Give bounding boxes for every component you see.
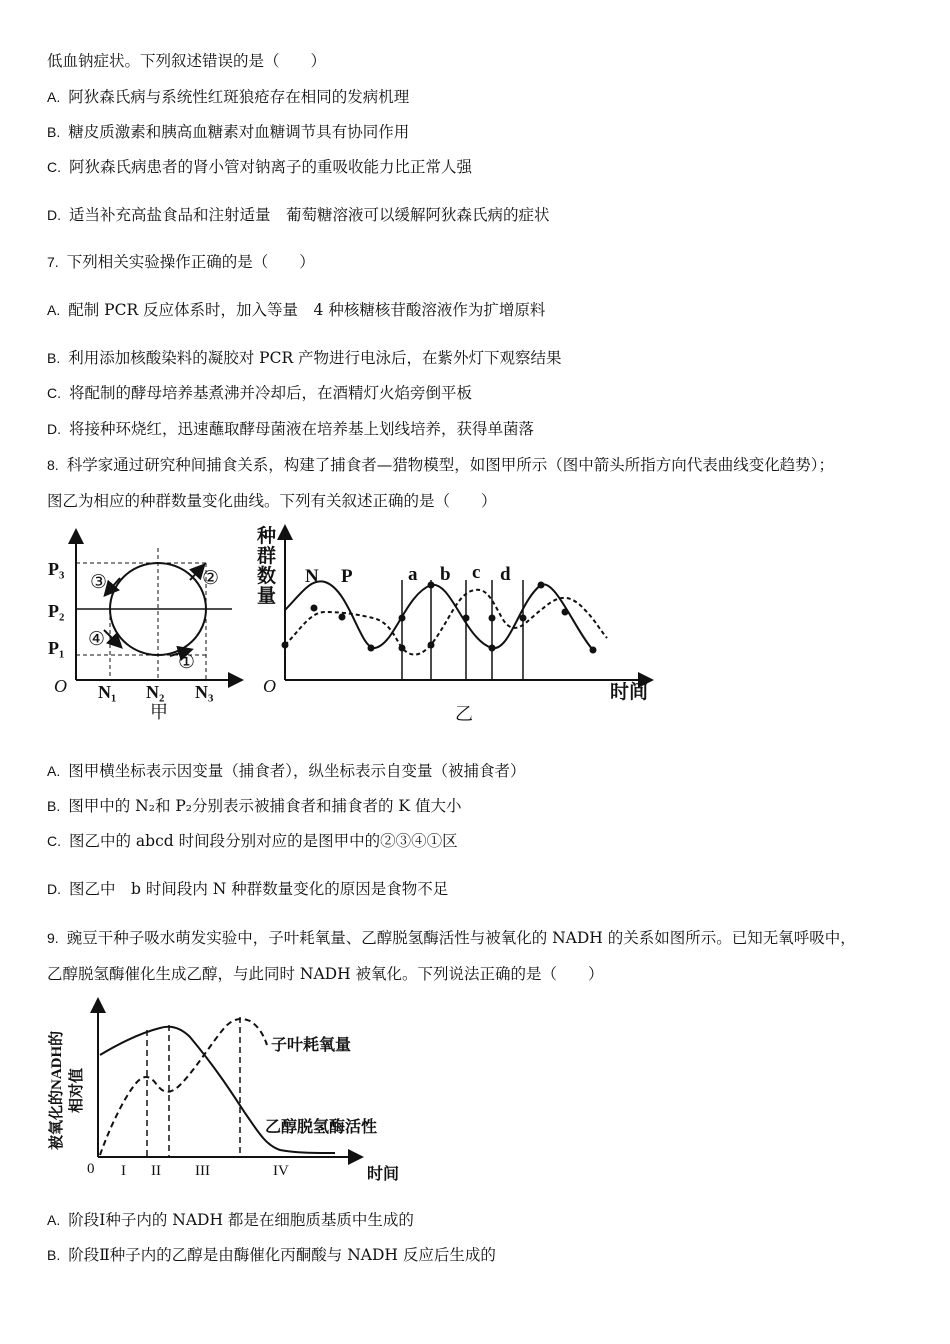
x-tick-n2: N₂ bbox=[146, 682, 165, 702]
option-6a: A. 阿狄森氏病与系统性红斑狼疮存在相同的发病机理 bbox=[47, 88, 410, 106]
y-label-char-2: 群 bbox=[257, 546, 277, 567]
option-8c: C. 图乙中的 abcd 时间段分别对应的是图甲中的②③④①区 bbox=[47, 832, 458, 850]
series-n-points bbox=[282, 582, 597, 654]
origin-label: O bbox=[54, 676, 67, 696]
question-7: 7. 下列相关实验操作正确的是（ ） bbox=[47, 253, 315, 271]
stage-3: III bbox=[195, 1163, 210, 1179]
x-axis-label: 时间 bbox=[367, 1166, 400, 1183]
region-2: ② bbox=[202, 568, 220, 589]
option-6d: D. 适当补充高盐食品和注射适量 葡萄糖溶液可以缓解阿狄森氏病的症状 bbox=[47, 206, 550, 224]
option-7c: C. 将配制的酵母培养基煮沸并冷却后，在酒精灯火焰旁倒平板 bbox=[47, 384, 473, 402]
stage-4: IV bbox=[273, 1163, 289, 1179]
label-oxygen-consumption: 子叶耗氧量 bbox=[271, 1037, 352, 1054]
y-axis-label-1: 被氧化的NADH的 bbox=[49, 1030, 65, 1150]
y-tick-p3: P₃ bbox=[48, 559, 65, 579]
option-9b: B. 阶段Ⅱ种子内的乙醇是由酶催化丙酮酸与 NADH 反应后生成的 bbox=[47, 1246, 496, 1264]
figure-yi bbox=[255, 520, 665, 730]
oxygen-consumption-curve bbox=[100, 1019, 267, 1155]
line-0: 低血钠症状。下列叙述错误的是（ ） bbox=[47, 52, 327, 70]
series-n-curve bbox=[285, 581, 593, 650]
x-axis-label: 时间 bbox=[610, 682, 649, 703]
option-6c: C. 阿狄森氏病患者的肾小管对钠离子的重吸收能力比正常人强 bbox=[47, 158, 473, 176]
segment-b: b bbox=[440, 564, 451, 585]
caption-jia: 甲 bbox=[150, 702, 168, 722]
origin-label: O bbox=[263, 676, 276, 696]
figure-jia bbox=[40, 520, 255, 725]
series-p-curve bbox=[285, 590, 607, 655]
y-tick-p2: P₂ bbox=[48, 601, 65, 621]
series-label-p: P bbox=[341, 566, 353, 587]
question-8: 8. 科学家通过研究种间捕食关系，构建了捕食者—猎物模型，如图甲所示（图中箭头所指方向代表曲线变化趋势）； bbox=[47, 456, 834, 474]
x-tick-n1: N₁ bbox=[98, 682, 117, 702]
region-3: ③ bbox=[90, 572, 108, 593]
stage-1: I bbox=[121, 1163, 126, 1179]
y-tick-p1: P₁ bbox=[48, 638, 65, 658]
y-label-char-4: 量 bbox=[257, 586, 277, 607]
segment-a: a bbox=[408, 564, 418, 585]
option-6b: B. 糖皮质激素和胰高血糖素对血糖调节具有协同作用 bbox=[47, 123, 410, 141]
segment-d: d bbox=[500, 564, 511, 585]
question-9-cont: 乙醇脱氢酶催化生成乙醇，与此同时 NADH 被氧化。下列说法正确的是（ ） bbox=[47, 965, 604, 983]
stage-2: II bbox=[151, 1163, 161, 1179]
option-9a: A. 阶段Ⅰ种子内的 NADH 都是在细胞质基质中生成的 bbox=[47, 1211, 414, 1229]
series-label-n: N bbox=[305, 566, 319, 587]
option-8a: A. 图甲横坐标表示因变量（捕食者），纵坐标表示自变量（被捕食者） bbox=[47, 762, 526, 780]
option-8d: D. 图乙中 b 时间段内 N 种群数量变化的原因是食物不足 bbox=[47, 880, 449, 898]
figure-nadh bbox=[45, 995, 415, 1190]
option-7d: D. 将接种环烧红，迅速蘸取酵母菌液在培养基上划线培养，获得单菌落 bbox=[47, 420, 535, 438]
y-label-char-1: 种 bbox=[257, 526, 277, 547]
x-tick-n3: N₃ bbox=[195, 682, 214, 702]
option-7a: A. 配制 PCR 反应体系时，加入等量 4 种核糖核苷酸溶液作为扩增原料 bbox=[47, 301, 546, 319]
series-p-points bbox=[399, 615, 496, 652]
origin-label: 0 bbox=[87, 1161, 95, 1177]
region-1: ① bbox=[178, 652, 196, 673]
question-8-cont: 图乙为相应的种群数量变化曲线。下列有关叙述正确的是（ ） bbox=[47, 492, 497, 510]
caption-yi: 乙 bbox=[455, 704, 473, 724]
label-ethanol-dehydrogenase: 乙醇脱氢酶活性 bbox=[265, 1119, 378, 1136]
option-8b: B. 图甲中的 N₂和 P₂分别表示被捕食者和捕食者的 K 值大小 bbox=[47, 797, 462, 815]
option-7b: B. 利用添加核酸染料的凝胶对 PCR 产物进行电泳后，在紫外灯下观察结果 bbox=[47, 349, 562, 367]
y-label-char-3: 数 bbox=[257, 566, 277, 587]
question-9: 9. 豌豆干种子吸水萌发实验中，子叶耗氧量、乙醇脱氢酶活性与被氧化的 NADH 的关系如图所示。已知无氧呼吸中， bbox=[47, 929, 856, 947]
segment-c: c bbox=[472, 562, 481, 583]
region-4: ④ bbox=[88, 629, 106, 650]
y-axis-label-2: 相对值 bbox=[69, 1067, 85, 1113]
